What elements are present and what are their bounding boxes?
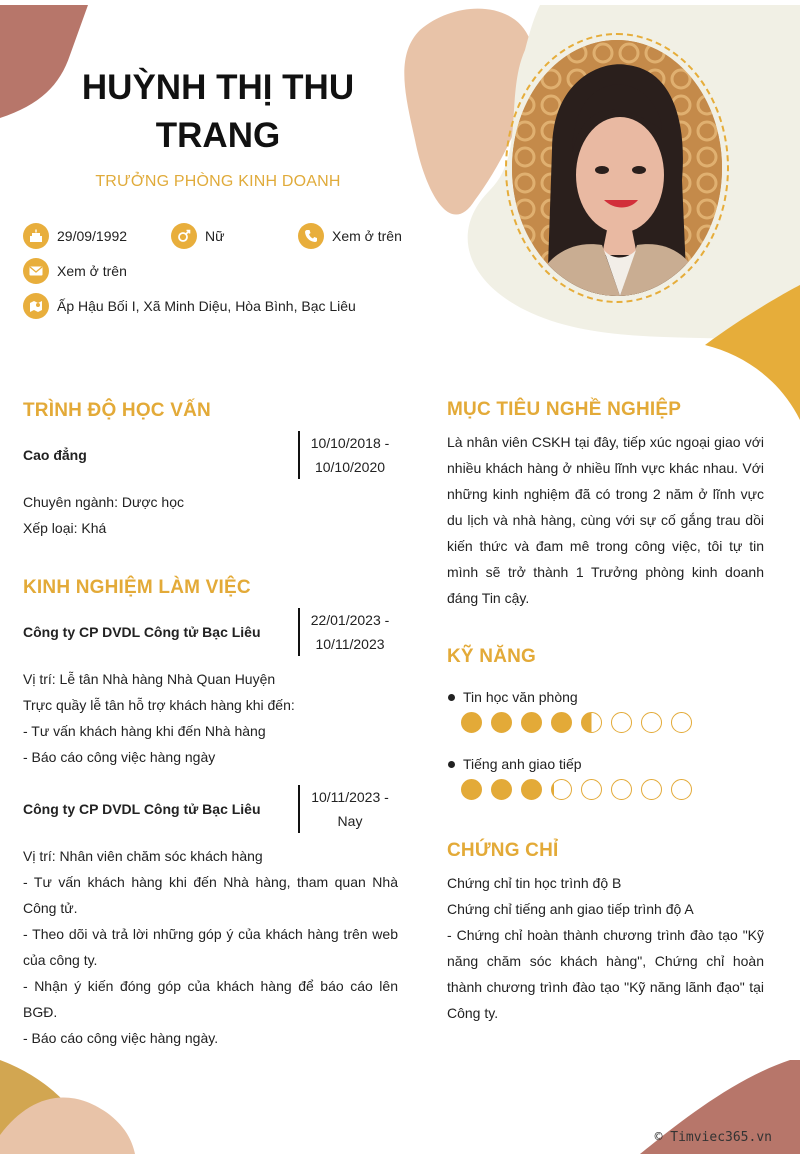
skill-1-label (448, 689, 578, 705)
skill-rating-dot (551, 712, 572, 733)
skill-rating-dot (611, 779, 632, 800)
job-1-date (300, 608, 400, 656)
info-birthday (23, 223, 127, 249)
bullet-icon (448, 694, 455, 701)
skill-rating-dot (491, 779, 512, 800)
job-2-description (23, 843, 398, 1051)
skill-2-label (448, 756, 582, 772)
job-1-date-start: 22/01/2023 - (310, 612, 390, 628)
certificate-item: - Chứng chỉ hoàn thành chương trình đào tạo "Kỹ năng chăm sóc khách hàng", Chứng chỉ hoàn thành chương trình đào tạo "Kỹ năng lãnh đạo" tại Công ty. (447, 927, 764, 1021)
education-school: Cao đẳng (23, 447, 87, 463)
job-2-company: Công ty CP DVDL Công tử Bạc Liêu (23, 801, 261, 817)
certificate-item: Chứng chỉ tin học trình độ B (447, 875, 622, 891)
job-1-line: Vị trí: Lễ tân Nhà hàng Nhà Quan Huyện (23, 671, 276, 687)
job-2-line: - Báo cáo công việc hàng ngày. (23, 1030, 219, 1046)
skill-1-rating (461, 712, 701, 733)
phone-value: Xem ở trên (332, 228, 402, 244)
skill-rating-dot (611, 712, 632, 733)
job-2-date-end: Nay (337, 813, 363, 829)
education-date (300, 431, 400, 479)
education-date-end: 10/10/2020 (314, 459, 386, 475)
skill-rating-dot (491, 712, 512, 733)
education-major: Chuyên ngành: Dược học (23, 494, 184, 510)
skill-rating-dot (521, 712, 542, 733)
avatar (512, 40, 722, 296)
address-value: Ấp Hậu Bối I, Xã Minh Diệu, Hòa Bình, Bạc Liêu (57, 298, 356, 314)
info-address (23, 293, 356, 319)
mail-icon (23, 258, 49, 284)
job-title: TRƯỞNG PHÒNG KINH DOANH (95, 173, 341, 190)
job-1-line: - Tư vấn khách hàng khi đến Nhà hàng (23, 723, 266, 739)
birthday-cake-icon (23, 223, 49, 249)
decor-bottom-left-shapes (0, 1055, 140, 1154)
skill-rating-dot (671, 712, 692, 733)
email-value: Xem ở trên (57, 263, 127, 279)
phone-icon (298, 223, 324, 249)
job-2-date (300, 785, 400, 833)
candidate-name: HUỲNH THỊ THU TRANG (81, 68, 355, 155)
gender-icon (171, 223, 197, 249)
job-2-line: - Theo dõi và trả lời những góp ý của khách hàng trên web của công ty. (23, 926, 398, 968)
job-2-line: - Tư vấn khách hàng khi đến Nhà hàng, tham quan Nhà Công tử. (23, 874, 398, 916)
skill-rating-dot (671, 779, 692, 800)
skill-rating-dot (521, 779, 542, 800)
profile-photo (505, 33, 729, 303)
job-1-description (23, 666, 398, 770)
skill-rating-dot (581, 712, 602, 733)
skill-rating-dot (551, 779, 572, 800)
birthday-value: 29/09/1992 (57, 228, 128, 244)
job-1-date-end: 10/11/2023 (315, 636, 385, 652)
certificates-list (447, 870, 764, 1026)
map-pin-icon (23, 293, 49, 319)
education-grade: Xếp loại: Khá (23, 520, 107, 536)
certificates-section-title: CHỨNG CHỈ (447, 840, 559, 861)
job-2-line: - Nhận ý kiến đóng góp của khách hàng để báo cáo lên BGĐ. (23, 978, 398, 1020)
gender-value: Nữ (205, 228, 225, 244)
copyright-footer: © Timviec365.vn (654, 1130, 772, 1145)
education-section-title: TRÌNH ĐỘ HỌC VẤN (23, 400, 211, 421)
bullet-icon (448, 761, 455, 768)
skill-2-rating (461, 779, 701, 800)
skill-rating-dot (641, 712, 662, 733)
job-1-line: - Báo cáo công việc hàng ngày (23, 749, 216, 765)
skill-1-name: Tin học văn phòng (463, 689, 578, 705)
job-1-line: Trực quầy lễ tân hỗ trợ khách hàng khi đến: (23, 697, 295, 713)
info-email (23, 258, 127, 284)
experience-section-title: KINH NGHIỆM LÀM VIỆC (23, 577, 251, 598)
info-phone (298, 223, 402, 249)
skill-rating-dot (641, 779, 662, 800)
skill-rating-dot (461, 712, 482, 733)
objective-section-title: MỤC TIÊU NGHỀ NGHIỆP (447, 399, 682, 420)
skill-2-name: Tiếng anh giao tiếp (463, 756, 582, 772)
objective-text: Là nhân viên CSKH tại đây, tiếp xúc ngoại giao với nhiều khách hàng ở nhiều lĩnh vực khác nhau. Với những kinh nghiệm đã có trong 2 năm ở lĩnh vực du lịch và nhà hàng, cùng với sự cố gắng trau dồi kiến thức và đam mê trong công việc, tôi tự tin mình sẽ trở thành 1 Trưởng phòng kinh doanh đáng Tin cậy. (447, 434, 764, 606)
info-gender (171, 223, 224, 249)
education-date-start: 10/10/2018 - (310, 435, 390, 451)
certificate-item: Chứng chỉ tiếng anh giao tiếp trình độ A (447, 901, 694, 917)
job-1-company: Công ty CP DVDL Công tử Bạc Liêu (23, 624, 261, 640)
skills-section-title: KỸ NĂNG (447, 646, 537, 667)
skill-rating-dot (581, 779, 602, 800)
skill-rating-dot (461, 779, 482, 800)
job-2-line: Vị trí: Nhân viên chăm sóc khách hàng (23, 848, 263, 864)
job-2-date-start: 10/11/2023 - (311, 789, 389, 805)
